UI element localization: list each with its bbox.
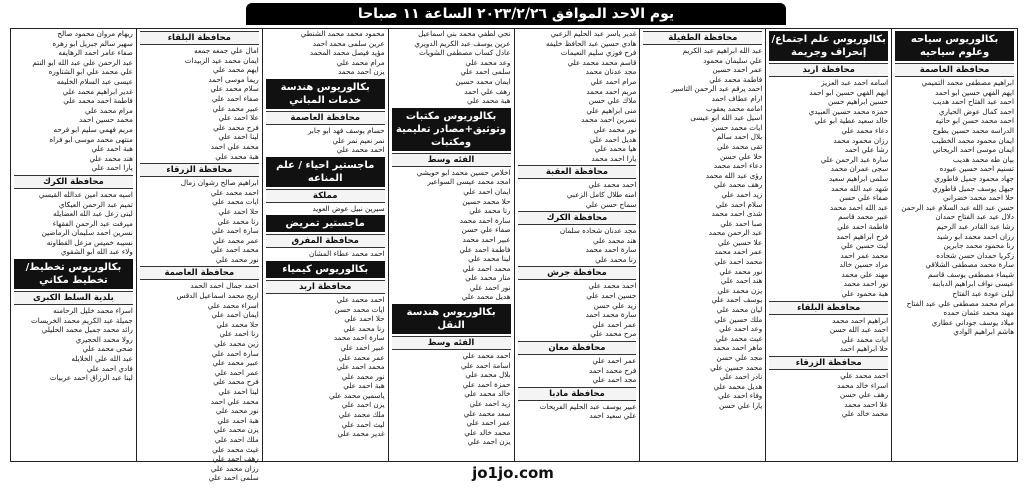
- candidate-name: عمر احمد علي: [592, 319, 637, 329]
- candidate-name: لينا احمد علي: [218, 132, 259, 142]
- candidate-name: نور محمد علي: [593, 124, 637, 134]
- candidate-name: صفاء عامر احمد الرهايفه: [58, 48, 133, 58]
- candidate-name: علا احمد علي: [218, 113, 259, 123]
- region-heading: محافظة البلقاء: [769, 301, 888, 315]
- candidate-name: ملك حسين علي: [714, 314, 763, 324]
- candidate-name: غيث محمد علي: [715, 333, 763, 343]
- candidate-name: نور احمد علي: [469, 282, 511, 292]
- candidate-name: ولاء عبد الله ابو الشقوي: [60, 247, 133, 257]
- candidate-name: زكريا حمدان حسن شحاده: [936, 250, 1014, 260]
- candidate-name: جيهل يوسف جميل قاطوري: [932, 183, 1014, 193]
- candidate-name: وعد محمد علي: [465, 57, 511, 67]
- candidate-name: محمد احمد علي: [210, 245, 259, 255]
- degree-heading: بكالوريوس مكتبات وتوثيق+مصادر تعليمية ومكتبات: [392, 108, 511, 151]
- candidate-name: صفاء علي حسن: [461, 225, 511, 235]
- candidate-name: يارا احمد محمد: [591, 153, 637, 163]
- region-heading: محافظة معان: [518, 341, 637, 355]
- candidate-name: ابراهيم احمد محمد: [832, 315, 889, 325]
- candidate-name: شذى احمد محمد: [711, 209, 763, 219]
- candidate-name: ايات محمد علي: [212, 197, 259, 207]
- degree-heading: بكالوريوس علم اجتماع/ إنحراف وجريمة: [769, 31, 888, 61]
- candidate-name: عبير محمد علي: [212, 358, 259, 368]
- region-heading: مملكة: [266, 189, 385, 203]
- candidate-name: هاشم ابراهيم الوادي: [953, 327, 1014, 337]
- candidate-name: ملاك علي حسن: [588, 96, 637, 106]
- candidate-name: سلمى احمد علي: [460, 67, 511, 77]
- candidate-name: حسن عبد الله عبد السلام عبد الرحمن: [901, 202, 1014, 212]
- candidate-name: احمد محمد علي: [336, 294, 385, 304]
- region-heading: محافظة الطفيلة: [643, 31, 762, 45]
- candidate-name: نسيبه خميس مزعل القطاونه: [46, 237, 133, 247]
- candidate-name: عرين سلمى محمد احمد: [312, 38, 385, 48]
- candidate-name: اسيل عبد الله ابو عيسى: [690, 113, 763, 123]
- candidate-name: مرام محمد مصطفى علي عبد الفتاح: [906, 298, 1014, 308]
- candidate-name: رنا محمد علي: [217, 216, 259, 226]
- candidate-name: لينا احمد علي: [218, 387, 259, 396]
- candidate-name: اسامه احمد عبد العزيز: [821, 78, 889, 87]
- candidate-name: ايمان محمد عيد الزبيدات: [184, 55, 259, 65]
- candidate-name: احمد عبد الفتاح احمد هديب: [932, 97, 1014, 107]
- candidate-name: امجد محمد عيسى السواعير: [427, 177, 511, 187]
- candidate-name: بلال محمد علي: [465, 370, 511, 380]
- candidate-name: اسراء محمد علي: [207, 300, 259, 310]
- candidate-name: احمد محمد علي: [588, 180, 637, 190]
- candidate-name: ريهام مروان محمود صالح: [57, 29, 133, 38]
- candidate-name: احمد محمد علي: [840, 371, 889, 381]
- candidate-name: رشا علي احمد: [844, 145, 889, 155]
- candidate-name: مهند محمد عثمان حمده: [943, 308, 1014, 318]
- candidate-name: مرح محمد علي: [590, 329, 637, 339]
- candidate-name: يزن احمد علي: [341, 400, 385, 410]
- candidate-name: ياسمين محمد علي: [328, 390, 385, 400]
- candidate-name: تميم عبد الرحمن العيكاي: [58, 199, 133, 209]
- candidate-name: مهند علي محمد: [841, 269, 889, 279]
- candidate-name: غدير ياسر عبد الحليم الزعبي: [550, 29, 637, 38]
- candidate-name: رولا محمد الحجيري: [75, 334, 133, 344]
- region-heading: محافظة العاصمة: [895, 63, 1014, 77]
- candidate-name: زيد احمد علي: [721, 189, 763, 199]
- candidate-name: علا احمد محمد: [844, 399, 889, 409]
- region-heading: محافظة الزرقاء: [769, 356, 888, 370]
- candidate-name: نور احمد محمد: [843, 279, 889, 289]
- candidate-name: رشا عبد القادر عبد الرحيم: [936, 221, 1014, 231]
- region-heading: محافظة اربد: [769, 63, 888, 77]
- candidate-name: منتهى محمد موسى ابو فراه: [49, 134, 133, 144]
- candidate-name: نجي لطفي محمد بني اسماعيل: [418, 29, 511, 38]
- candidate-name: علي محمد علي ابو الشتاوره: [48, 67, 133, 77]
- candidate-name: سلام احمد علي: [715, 199, 763, 209]
- candidate-name: اسيه محمد امين عدالله القيسي: [38, 189, 133, 199]
- candidate-name: محمد علي احمد: [210, 396, 259, 406]
- candidate-name: عبد الرحمن علي عبد الله ابو النتم: [32, 57, 133, 67]
- degree-heading: بكالوريوس سياحه وعلوم سياحيه: [895, 31, 1014, 61]
- region-heading: محافظة العاصمة: [140, 266, 259, 280]
- candidate-name: سعد محمد علي: [463, 408, 511, 418]
- candidate-name: صفاء علي حسن: [839, 193, 889, 203]
- region-heading: الفئه وسط: [392, 336, 511, 350]
- candidate-name: ملك احمد علي: [214, 434, 259, 444]
- candidate-name: مريم احمد محمد: [586, 86, 637, 96]
- candidate-name: غدير ابراهيم محمد علي: [62, 86, 133, 96]
- candidate-name: فرح ابراهيم احمد: [836, 231, 889, 241]
- candidate-name: سيرين نبيل عوض العويد: [312, 203, 385, 213]
- candidate-name: محمود محمد محمد الشنطي: [300, 29, 385, 38]
- candidate-name: زيد احمد علي: [469, 399, 511, 409]
- candidate-name: تسنيم احمد حسين عيوده: [939, 164, 1014, 174]
- candidate-name: عمر محمد علي: [338, 352, 385, 362]
- degree-heading: بكالوريوس كيمياء: [266, 261, 385, 278]
- candidate-name: اسراء محمد خليل الرحامنه: [53, 306, 133, 316]
- candidate-name: يزن محمد علي: [717, 285, 763, 295]
- candidate-name: هبة محمود علي: [841, 289, 889, 299]
- candidate-name: زيد علي حسن: [593, 300, 637, 310]
- candidate-name: صبا احمد علي: [720, 218, 763, 228]
- candidate-name: رهف علي حسن: [839, 390, 889, 400]
- candidate-name: امامه محمد يعقوب: [705, 103, 763, 113]
- region-heading: محافظة الزرقاء: [140, 163, 259, 177]
- candidate-name: محمد احمد علي: [336, 362, 385, 372]
- candidate-name: ارام عطاف احمد: [711, 93, 763, 103]
- candidate-name: حمزة احمد علي: [462, 379, 511, 389]
- candidate-name: محمد احمد علي: [462, 263, 511, 273]
- region-heading: محافظة الكرك: [518, 211, 637, 225]
- candidate-name: ايمان محمود محمد الخطيب: [931, 135, 1014, 145]
- degree-heading: بكالوريوس هندسة خدمات المباني: [266, 79, 385, 109]
- candidate-name: عيسى عبد السلام الخليفه: [56, 76, 133, 86]
- candidate-name: عمر محمد علي: [212, 235, 259, 245]
- column-1: [765, 29, 891, 461]
- candidate-name: عرين يوسف عبد الكريم الدويري: [414, 38, 511, 48]
- candidate-name: ايهم الفهي حسين ابو احمد: [809, 87, 889, 97]
- candidate-name: مراد حسين خالد: [839, 260, 889, 270]
- region-heading: الفئه وسط: [392, 153, 511, 167]
- candidate-name: بيان طه محمد هديب: [952, 154, 1014, 164]
- candidate-name: اسراء خالد محمد: [837, 380, 889, 390]
- candidate-name: رنا محمود محمد جابرين: [943, 241, 1014, 251]
- candidate-name: لبنى زعل عبد الله العضايله: [53, 209, 133, 219]
- candidate-name: ضحى محمد علي: [82, 344, 133, 354]
- candidate-name: نور محمد علي: [215, 254, 259, 264]
- candidate-name: بلال احمد سالم: [716, 132, 763, 142]
- candidate-name: عادل كساب مصطفى الشويات: [419, 48, 511, 58]
- candidate-name: محمد عمر احمد: [840, 250, 889, 260]
- candidate-name: حلا احمد محمد خضراني: [942, 193, 1014, 203]
- candidate-name: ايمان موسى احمد الريحاني: [932, 145, 1014, 155]
- column-6: [136, 29, 262, 483]
- candidate-name: مرام محمد علي: [336, 57, 385, 67]
- candidate-name: عمر احمد محمد: [714, 247, 763, 257]
- candidate-name: سارة محمد مصطفى الشلاقي: [925, 260, 1014, 270]
- candidate-name: عبير احمد علي: [340, 342, 385, 352]
- candidate-name: سارة احمد محمد: [585, 245, 637, 255]
- candidate-name: فاطمة احمد علي: [837, 221, 889, 231]
- candidate-name: لينا محمد علي: [468, 254, 511, 264]
- candidate-name: فرح فوزي سليم النعيمات: [560, 48, 637, 58]
- candidate-name: سارة احمد علي: [211, 226, 259, 236]
- candidate-name: صفاء احمد علي: [211, 93, 259, 103]
- candidate-name: حلا ابراهيم احمد: [839, 344, 889, 354]
- region-heading: محافظة اربد: [266, 280, 385, 294]
- candidate-name: وفاء احمد علي: [718, 391, 763, 401]
- candidate-name: غيث محمد علي: [212, 444, 259, 454]
- candidate-name: دلال عيد عبد الفتاح حمدان: [935, 212, 1014, 222]
- candidate-name: سارة احمد محمد: [459, 215, 511, 225]
- candidate-name: ليث احمد علي: [341, 419, 385, 429]
- region-heading: محافظة جرش: [518, 266, 637, 280]
- candidate-name: حسين ابراهيم حسن: [828, 97, 889, 107]
- candidate-name: هبة احمد علي: [91, 144, 133, 154]
- candidate-name: يارا احمد علي: [91, 163, 133, 173]
- candidate-name: الدراسه محمد حسين بطوح: [932, 125, 1014, 135]
- candidate-name: سارة احمد محمد: [333, 333, 385, 343]
- candidate-name: ايات محمد حسن: [711, 122, 763, 132]
- candidate-name: احمد يرقم عبد الرحمن التاسير: [671, 84, 763, 94]
- candidate-name: فاطمة احمد محمد علي: [63, 96, 133, 106]
- candidate-name: مجد علي حسن: [716, 353, 763, 362]
- candidate-name: فرح محمد علي: [213, 122, 259, 132]
- candidate-name: عبير احمد محمد: [462, 234, 511, 244]
- candidate-name: ميرفت عبد الرحمن الفقهاء: [52, 218, 133, 228]
- candidate-name: رزان احمد محمد ابو رشيد: [936, 231, 1014, 241]
- candidate-name: جميلة عبد الكريم محمد الخريسات: [31, 315, 133, 325]
- candidate-name: هديل محمد علي: [461, 292, 511, 302]
- candidate-name: امنه طلال كامل الزعبي: [566, 189, 637, 199]
- candidate-name: ايمان احمد علي: [211, 310, 259, 320]
- candidate-name: نور محمد علي: [719, 266, 763, 276]
- candidate-name: عبير محمد قاسم: [838, 212, 889, 222]
- candidate-name: منى ابراهيم علي: [586, 105, 637, 115]
- candidate-name: يارا علي حسن: [719, 400, 763, 410]
- candidate-name: مجد احمد علي: [592, 375, 637, 385]
- region-heading: محافظة العاصمة: [266, 111, 385, 125]
- region-heading: محافظة البلقاء: [140, 31, 259, 45]
- candidate-name: محمد احمد علي: [714, 257, 763, 267]
- candidate-name: عبد الله احمد محمد: [829, 202, 889, 212]
- candidate-name: هديل احمد علي: [589, 134, 637, 144]
- candidate-name: فرح محمد علي: [213, 377, 259, 387]
- candidate-name: هبة محمد علي: [467, 96, 511, 106]
- candidate-name: علي سليمان محمود: [703, 55, 763, 65]
- candidate-name: لينا عبد الرزاق احمد عربيات: [49, 373, 133, 383]
- candidate-name: رنا محمد علي: [343, 323, 385, 333]
- candidate-name: هند محمد علي: [89, 153, 133, 163]
- candidate-name: منار محمد علي: [465, 273, 511, 283]
- candidate-name: رؤى عبد الله محمد: [705, 170, 763, 180]
- candidate-name: احمد محمد علي: [462, 351, 511, 361]
- candidate-name: مرام احمد علي: [590, 76, 637, 86]
- candidate-name: سارة احمد علي: [211, 348, 259, 358]
- region-heading: محافظة مادبا: [518, 387, 637, 401]
- candidate-name: عمر احمد علي: [214, 367, 259, 377]
- candidate-name: حلا احمد علي: [344, 314, 385, 324]
- candidate-name: نسرين احمد سليمان الرماضين: [41, 228, 133, 238]
- candidate-name: محمد خالد علي: [464, 427, 511, 437]
- candidate-name: وعد احمد علي: [719, 324, 763, 334]
- candidate-name: عيسى نواف ابراهيم الدبابنه: [932, 279, 1014, 289]
- candidate-name: هادي حسين عبد الحافظ خليفه: [545, 38, 637, 48]
- candidate-name: ميلاد يوسف جوداني عطاري: [931, 317, 1014, 327]
- candidate-name: محمد خالد علي: [841, 409, 889, 419]
- candidate-name: غدير محمد علي: [337, 429, 385, 439]
- header-title: يوم الاحد الموافق ٢٠٢٣/٢/٢٦ الساعة ١١ صباحا: [246, 3, 786, 25]
- candidate-name: مؤيد فيصل محمد المحمد: [309, 48, 385, 58]
- candidate-name: حسين احمد علي: [586, 291, 637, 301]
- candidate-name: خالد محمد علي: [464, 389, 511, 399]
- candidate-name: ملك محمد علي: [338, 410, 385, 420]
- candidate-name: حمزه محمد حسين العبيدي: [808, 106, 889, 116]
- region-heading: محافظة الكرك: [14, 175, 133, 189]
- column-2: [639, 29, 765, 461]
- degree-heading: بكالوريوس هندسة النقل: [392, 304, 511, 334]
- candidate-name: سارة محمد احمد: [585, 310, 637, 320]
- candidate-name: نسرين احمد محمد: [581, 115, 637, 125]
- candidate-name: رزان محمود محمد: [833, 135, 889, 145]
- candidate-name: شهد عبد الله محمد: [831, 183, 889, 193]
- candidate-name: شيماء مصطفى يوسف قاسم: [928, 269, 1014, 279]
- candidate-name: احمد كمال عوض الحياري: [938, 106, 1014, 116]
- candidate-name: ريما موسى احمد: [208, 74, 259, 84]
- candidate-name: ليان محمد علي: [716, 305, 763, 315]
- candidate-name: رزان محمد علي: [210, 463, 259, 473]
- candidate-name: فاطمة محمد علي: [709, 74, 763, 84]
- candidate-name: هديل محمد علي: [713, 381, 763, 391]
- candidate-name: محمد حسين علي: [710, 362, 763, 372]
- candidate-name: ايات محمد حسن: [334, 304, 385, 314]
- column-7: [11, 29, 136, 461]
- candidate-name: اريج محمد اسماعيل الدقس: [176, 291, 259, 301]
- candidate-name: ابراهيم صالح رشوان زمال: [180, 178, 259, 188]
- degree-heading: بكالوريوس تخطيط/تخطيط مكاني: [14, 259, 133, 289]
- candidate-name: سهير سالم جبريل ابو زهره: [52, 38, 133, 48]
- candidate-name: حسام يوسف فهد ابو جابر: [307, 125, 385, 135]
- candidate-name: رنا احمد علي: [219, 329, 259, 339]
- candidate-name: حلا احمد علي: [218, 206, 259, 216]
- candidate-name: احمد محمد علي: [336, 145, 385, 155]
- candidate-name: ابراهيم مصطفى محمد التميمي: [921, 78, 1014, 87]
- candidate-name: قاسم محمد محمد علي: [567, 57, 637, 67]
- candidate-name: عبير محمد علي: [212, 103, 259, 113]
- candidate-name: سارة عبد الرحمن علي: [820, 154, 889, 164]
- candidate-name: سلمى احمد علي: [208, 473, 259, 483]
- candidate-name: نور محمد علي: [341, 371, 385, 381]
- candidate-name: هند احمد علي: [720, 276, 763, 286]
- candidate-name: مجد عدنان شحاده سلمان: [559, 226, 637, 236]
- candidate-name: رائد محمد جميل محمد الحليلي: [41, 325, 133, 335]
- candidate-name: عبد الله ابراهيم عبد الكريم: [682, 46, 763, 55]
- candidate-name: مريم فهمي سليم ابو فرحه: [53, 124, 133, 134]
- candidate-name: فادي احمد علي: [86, 363, 133, 373]
- candidate-name: احمد عبد الله حسن: [829, 325, 889, 335]
- candidate-name: رهف احمد علي: [212, 454, 259, 464]
- candidate-name: ليث حسين علي: [840, 241, 889, 251]
- candidate-name: احمد محمد علي: [588, 281, 637, 291]
- candidate-name: مجد عدنان محمد: [585, 67, 637, 77]
- region-heading: محافظة العقبة: [518, 165, 637, 179]
- candidate-name: تقى محمد علي: [716, 141, 763, 151]
- candidate-name: علا حسين علي: [717, 237, 763, 247]
- candidate-name: سلام محمد علي: [210, 84, 259, 94]
- degree-heading: ماجستير احياء / علم المناعه: [266, 157, 385, 187]
- candidate-name: دعاء محمد علي: [841, 125, 889, 135]
- candidate-name: خالد سعيد عطية ابو علي: [814, 116, 889, 126]
- candidate-name: رنا محمد علي: [469, 206, 511, 216]
- candidate-name: احمد محمد علي: [210, 187, 259, 197]
- candidate-name: عبد الرحمن محمد: [708, 228, 763, 238]
- candidate-name: فرح محمد احمد: [588, 365, 637, 375]
- candidate-name: يزن احمد علي: [467, 437, 511, 447]
- candidate-name: حلا محمد حسين: [462, 196, 511, 206]
- candidate-name: ايهم محمد علي: [213, 65, 259, 75]
- candidate-name: نادر احمد علي: [719, 372, 763, 382]
- candidate-name: اسامة احمد علي: [460, 360, 511, 370]
- candidate-name: حلا علي حسن: [719, 151, 763, 161]
- candidate-name: زين محمد علي: [214, 339, 259, 349]
- candidate-name: هبة احمد علي: [343, 381, 385, 391]
- candidate-name: حلا محمد علي: [216, 319, 259, 329]
- candidate-name: سلمى ابراهيم سعيد: [828, 173, 889, 183]
- candidate-name: هبة احمد علي: [217, 415, 259, 425]
- candidate-name: نور محمد علي: [215, 406, 259, 416]
- candidate-name: عمر احمد علي: [592, 356, 637, 366]
- candidate-name: علي سعيد احمد: [589, 411, 637, 421]
- candidate-name: يوسف احمد علي: [711, 295, 763, 305]
- footer-site: jo1jo.com: [472, 464, 554, 482]
- candidate-name: رنا محمد علي: [595, 254, 637, 264]
- candidate-name: عمر احمد علي: [466, 418, 511, 428]
- candidate-name: ماهر احمد محمد: [713, 343, 763, 353]
- candidate-name: رهف محمد علي: [713, 180, 763, 190]
- candidate-name: ايهم الفهي حسين ابو احمد: [935, 87, 1014, 97]
- candidate-name: هند محمد علي: [592, 235, 637, 245]
- candidate-name: امال علي جمعه جمعه: [194, 46, 259, 55]
- candidate-name: سجى عمران محمد: [830, 164, 889, 174]
- candidate-name: احمد جمال احمد الحمد: [190, 281, 259, 291]
- candidate-name: هيا محمد علي: [594, 144, 637, 154]
- candidate-name: ايمان احمد علي: [463, 186, 511, 196]
- column-4: [388, 29, 514, 461]
- candidate-name: ايمان محمد حسين: [455, 76, 511, 86]
- degree-heading: ماجستير تمريض: [266, 215, 385, 232]
- candidate-name: دعاء احمد محمد: [713, 161, 763, 171]
- candidate-name: رهف علي احمد: [464, 86, 511, 96]
- candidate-name: اخلاص حسين محمد ابو حويشي: [416, 167, 511, 177]
- candidate-name: محمد علي احمد: [210, 141, 259, 151]
- candidate-name: نمر نعيم نمر علي: [332, 135, 385, 145]
- region-heading: محافظة المفرق: [266, 234, 385, 248]
- candidate-name: ايات محمد علي: [841, 334, 889, 344]
- column-3: [514, 29, 640, 461]
- candidate-name: هبة محمد علي: [215, 151, 259, 161]
- newspaper-page: [10, 0, 1016, 498]
- candidate-name: جهاد محمود جميل قاطوري: [934, 173, 1014, 183]
- candidate-name: عبير يوسف عبد الحليم الفريحات: [539, 401, 637, 411]
- candidate-name: سماح حسن علي: [585, 199, 637, 209]
- region-heading: بلدية السلط الكبرى: [14, 291, 133, 305]
- candidate-name: محمد حسين احمد: [79, 115, 133, 125]
- candidate-name: ليلى عودة عبد الفتاح: [952, 289, 1014, 299]
- column-0: [891, 29, 1017, 461]
- candidate-name: يزن احمد محمد: [338, 67, 385, 77]
- candidate-name: عبد الله علي الخلايله: [71, 354, 133, 364]
- candidate-name: احمد محمد حسن ابو حاتيه: [935, 116, 1014, 126]
- candidate-name: احمد محمد عطاء المشان: [309, 249, 385, 259]
- candidate-name: يزن محمد علي: [213, 425, 259, 435]
- candidate-name: فاطمة احمد علي: [459, 244, 511, 254]
- candidate-name: مرام محمد علي: [84, 105, 133, 115]
- column-5: [262, 29, 388, 461]
- candidate-name: عمر احمد حسين: [712, 65, 763, 75]
